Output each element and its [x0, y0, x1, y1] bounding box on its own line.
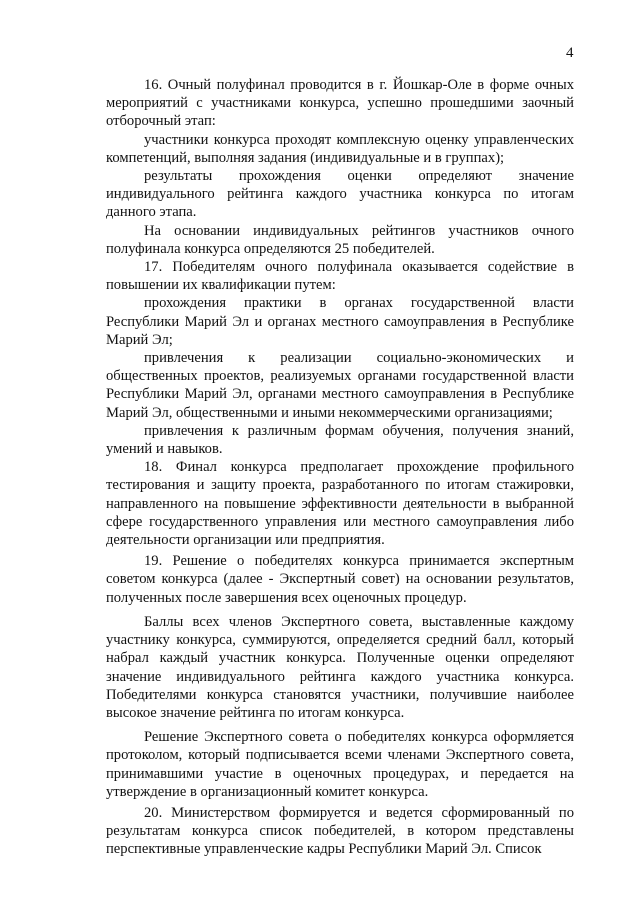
- page-number: 4: [566, 45, 574, 61]
- paragraph-17-item-3: привлечения к различным формам обучения, получения знаний, умений и навыков.: [106, 422, 574, 458]
- paragraph-20: 20. Министерством формируется и ведется сформированный по результатам конкурса список победителей, в котором представлены перспективные управленческие кадры Республики Марий Эл. Список: [106, 804, 574, 858]
- paragraph-17-item-2: привлечения к реализации социально-экономических и общественных проектов, реализуемых органами государственной власти Республики Марий Эл, органами местного самоуправления в Республике Марий Эл, общественными и иными некоммерческими организациями;: [106, 350, 574, 421]
- paragraph-16: 16. Очный полуфинал проводится в г. Йошкар-Оле в форме очных мероприятий с участниками конкурса, успешно прошедшими заочный отборочный этап:: [106, 77, 574, 130]
- paragraph-18: 18. Финал конкурса предполагает прохождение профильного тестирования и защиту проекта, разработанного по итогам стажировки, направленного на повышение эффективности деятельности в выбранной сфере государственного управления или местного самоуправления либо деятельности организации или предприятия.: [106, 459, 574, 549]
- paragraph-19-decision: Решение Экспертного совета о победителях конкурса оформляется протоколом, который подписывается всеми членами Экспертного совета, принимавшими участие в оценочных процедурах, и передается на утверждение в организационный комитет конкурса.: [106, 729, 574, 800]
- paragraph-17: 17. Победителям очного полуфинала оказывается содействие в повышении их квалификации путем:: [106, 259, 574, 294]
- document-body: [106, 76, 574, 859]
- paragraph-16-item-1: участники конкурса проходят комплексную оценку управленческих компетенций, выполняя задания (индивидуальные и в группах);: [106, 131, 574, 166]
- paragraph-19: 19. Решение о победителях конкурса принимается экспертным советом конкурса (далее - Экспертный совет) на основании результатов, полученных после завершения всех оценочных процедур.: [106, 553, 574, 606]
- paragraph-17-item-1: прохождения практики в органах государственной власти Республики Марий Эл и органах местного самоуправления в Республике Марий Эл;: [106, 295, 574, 348]
- paragraph-16-item-2: результаты прохождения оценки определяют значение индивидуального рейтинга каждого участника конкурса по итогам данного этапа.: [106, 168, 574, 221]
- paragraph-16-conclusion: На основании индивидуальных рейтингов участников очного полуфинала конкурса определяются 25 победителей.: [106, 222, 574, 257]
- paragraph-19-scores: Баллы всех членов Экспертного совета, выставленные каждому участнику конкурса, суммируются, определяется средний балл, который набрал каждый участник конкурса. Полученные оценки определяют значение индивидуального рейтинга каждого участника конкурса. Победителями конкурса становятся участники, получившие наиболее высокое значение рейтинга по итогам конкурса.: [106, 613, 574, 721]
